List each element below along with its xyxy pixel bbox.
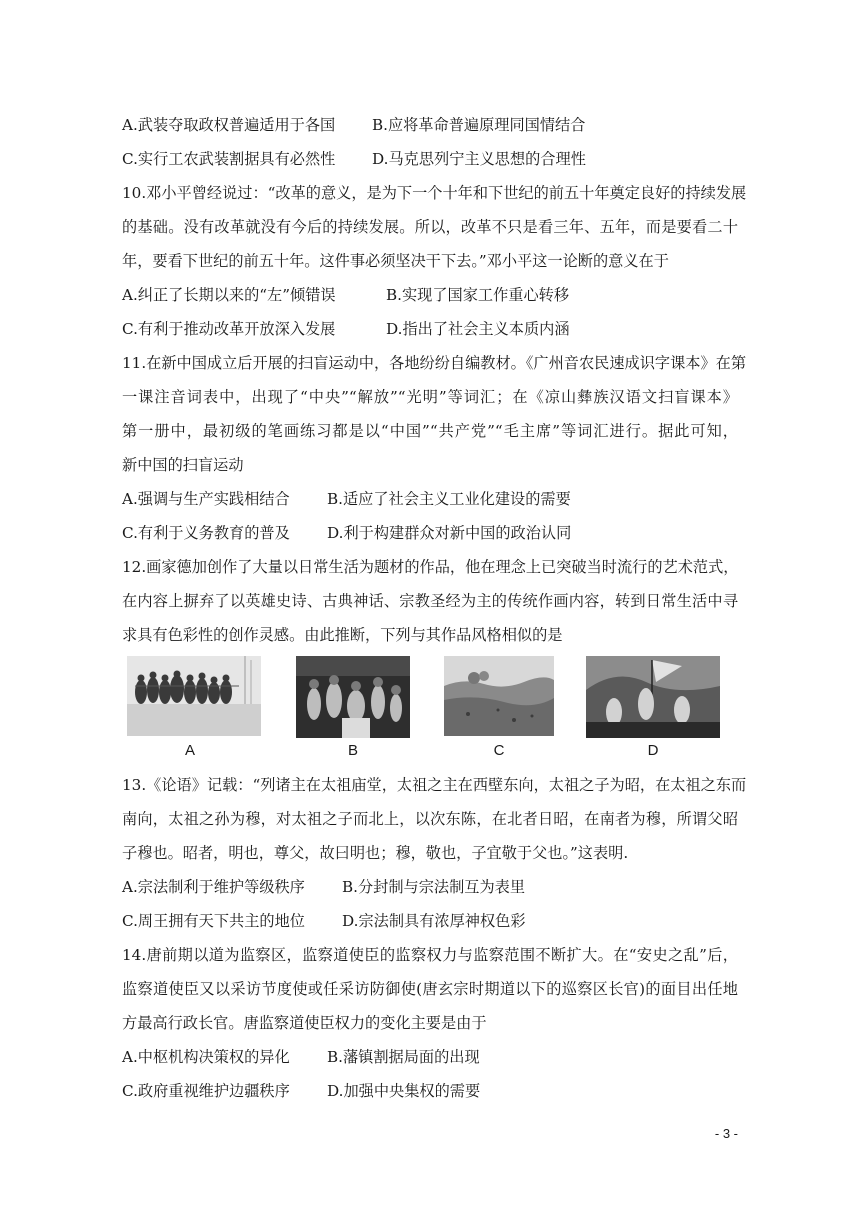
q12-label-a: A [184,742,195,759]
q11-stem-line: 新中国的扫盲运动 [122,456,244,474]
q13-stem-line: 13.《论语》记载：“列诸主在太祖庙堂，太祖之主在西壁东向，太祖之子为昭，在太祖之东而 [122,776,747,794]
q13-stem-line: 南向，太祖之孙为穆，对太祖之子而北上，以次东陈，在北者日昭，在南者为穆，所谓父昭 [122,810,738,828]
q13-option-d[interactable]: D.宗法制具有浓厚神权色彩 [342,912,526,930]
q11-option-b[interactable]: B.适应了社会主义工业化建设的需要 [327,490,571,508]
q11-stem-line: 一课注音词表中，出现了“中央”“解放”“光明”等词汇；在《凉山彝族汉语文扫盲课本》 [122,388,738,406]
q14-option-a[interactable]: A.中枢机构决策权的异化 [122,1048,290,1066]
q10-stem-line: 10.邓小平曾经说过：“改革的意义，是为下一个十年和下世纪的前五十年奠定良好的持续发展 [122,184,747,202]
q14-options-row1 [122,1040,738,1074]
exam-content [122,108,747,1108]
q10-stem-line: 的基础。没有改革就没有今后的持续发展。所以，改革不只是看三年、五年，而是要看二十 [122,218,738,236]
q12-image-c[interactable] [444,656,554,736]
painting-b-image [296,656,410,738]
q12-image-gallery [122,656,738,768]
q9-options-row1 [122,108,738,142]
q10-option-a[interactable]: A.纠正了长期以来的“左”倾错误 [122,286,336,304]
q12-stem-line: 在内容上摒弃了以英雄史诗、古典神话、宗教圣经为主的传统作画内容，转到日常生活中寻 [122,592,738,610]
question-14 [122,938,738,1108]
painting-d-image [586,656,720,738]
q9-option-b[interactable]: B.应将革命普遍原理同国情结合 [372,116,586,134]
q12-stem-line: 求具有色彩性的创作灵感。由此推断，下列与其作品风格相似的是 [122,626,563,644]
q12-image-b[interactable] [296,656,410,738]
q12-image-a[interactable] [127,656,261,736]
q11-stem-line: 第一册中，最初级的笔画练习都是以“中国”“共产党”“毛主席”等词汇进行。据此可知， [122,422,738,440]
q9-option-d[interactable]: D.马克思列宁主义思想的合理性 [372,150,586,168]
q14-options-row2 [122,1074,738,1108]
q14-stem-line: 监察道使臣又以采访节度使或任采访防御使(唐玄宗时期道以下的巡察区长官)的面目出任地 [122,980,738,998]
q11-option-a[interactable]: A.强调与生产实践相结合 [122,490,290,508]
page-number: - 3 - [714,1126,738,1141]
q12-label-b: B [347,742,358,759]
question-11 [122,346,747,550]
q12-stem-line: 12.画家德加创作了大量以日常生活为题材的作品，他在理念上已突破当时流行的艺术范式， [122,558,739,576]
q11-option-d[interactable]: D.利于构建群众对新中国的政治认同 [327,524,572,542]
q12-image-d[interactable] [586,656,720,738]
painting-c-image [444,656,554,736]
q13-options-row2 [122,904,738,938]
q14-option-b[interactable]: B.藩镇割据局面的出现 [327,1048,480,1066]
q10-options-row1 [122,278,738,312]
q10-option-c[interactable]: C.有利于推动改革开放深入发展 [122,320,336,338]
q10-option-d[interactable]: D.指出了社会主义本质内涵 [386,320,570,338]
q10-options-row2 [122,312,738,346]
q14-option-d[interactable]: D.加强中央集权的需要 [327,1082,481,1100]
q12-label-d: D [647,742,659,759]
q13-option-a[interactable]: A.宗法制利于维护等级秩序 [122,878,305,896]
q13-option-b[interactable]: B.分封制与宗法制互为表里 [342,878,526,896]
question-10 [122,176,747,346]
q9-options-row2 [122,142,738,176]
q10-option-b[interactable]: B.实现了国家工作重心转移 [386,286,570,304]
q12-label-c: C [493,742,505,759]
q14-stem-line: 14.唐前期以道为监察区，监察道使臣的监察权力与监察范围不断扩大。在“安史之乱”后， [122,946,738,964]
painting-a-image [127,656,261,736]
q11-options-row1 [122,482,738,516]
q14-stem-line: 方最高行政长官。唐监察道使臣权力的变化主要是由于 [122,1014,487,1032]
question-13 [122,768,747,938]
q14-option-c[interactable]: C.政府重视维护边疆秩序 [122,1082,290,1100]
question-12 [122,550,738,768]
q9-option-c[interactable]: C.实行工农武装割据具有必然性 [122,150,336,168]
q13-stem-line: 子穆也。昭者，明也，尊父，故曰明也；穆，敬也，子宜敬于父也。”这表明. [122,844,629,862]
q11-options-row2 [122,516,738,550]
q10-stem-line: 年，要看下世纪的前五十年。这件事必须坚决干下去。”邓小平这一论断的意义在于 [122,252,669,270]
q11-stem-line: 11.在新中国成立后开展的扫盲运动中，各地纷纷自编教材。《广州音农民速成识字课本》在第 [122,354,747,372]
q9-option-a[interactable]: A.武装夺取政权普遍适用于各国 [122,116,336,134]
q11-option-c[interactable]: C.有利于义务教育的普及 [122,524,290,542]
q13-option-c[interactable]: C.周王拥有天下共主的地位 [122,912,305,930]
q13-options-row1 [122,870,738,904]
